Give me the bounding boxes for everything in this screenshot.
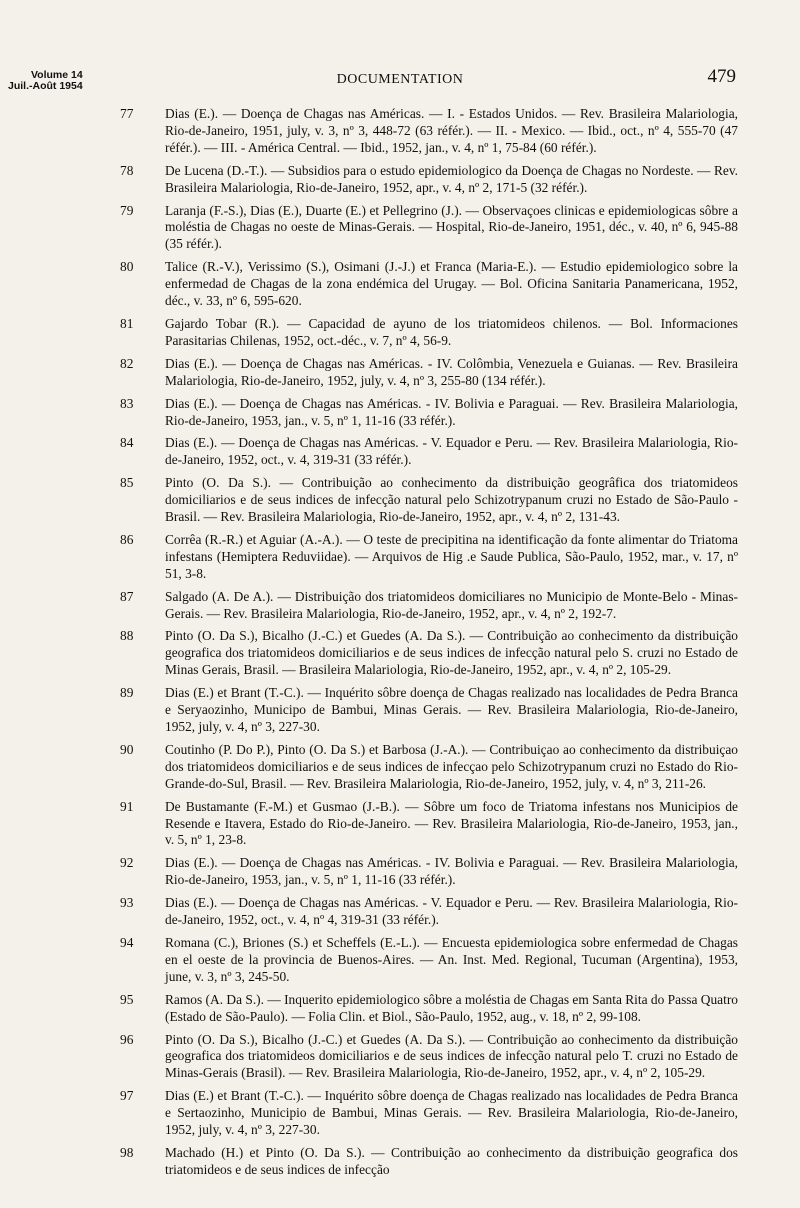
reference-text: Machado (H.) et Pinto (O. Da S.). — Contribuição ao conhecimento da distribuição geografica dos triatomideos e de seus indices de infecção — [165, 1144, 738, 1177]
reference-number: 97 — [120, 1088, 134, 1104]
reference-item — [120, 356, 738, 390]
reference-number: 91 — [120, 798, 134, 814]
reference-number: 92 — [120, 855, 134, 871]
reference-item — [120, 475, 738, 526]
reference-text: Pinto (O. Da S.), Bicalho (J.-C.) et Guedes (A. Da S.). — Contribuição ao conhecimento da distribuição geografica dos triatomideos domiciliarios e de seus indices de infecção natural pelo S. cruzi no Estado de Minas Gerais, Brasil. — Brasileira Malariologia, Rio-de-Janeiro, 1952, apr., v. 4, nº 2, 105-29. — [165, 628, 738, 678]
reference-number: 88 — [120, 628, 134, 644]
reference-item — [120, 259, 738, 310]
reference-item — [120, 163, 738, 197]
reference-list — [120, 106, 738, 1185]
reference-text: Talice (R.-V.), Verissimo (S.), Osimani (J.-J.) et Franca (Maria-E.). — Estudio epidemiologico sobre la enfermedad de Chagas de la zona endémica del Urugay. — Bol. Oficina Sanitaria Panamericana, 1952, déc., v. 33, nº 6, 595-620. — [165, 259, 738, 309]
reference-text: Coutinho (P. Do P.), Pinto (O. Da S.) et Barbosa (J.-A.). — Contribuiçao ao conhecimento da distribuiçao dos triatomideos domiciliarios e de seus indices de infecçao pelo Schizotrypanum cruzi no Estado do Rio-Grande-do-Sul, Brasil. — Rev. Brasileira Malariologia, Rio-de-Janeiro, 1952, july, v. 4, nº 3, 211-26. — [165, 741, 738, 791]
reference-number: 85 — [120, 475, 134, 491]
reference-item — [120, 855, 738, 889]
reference-text: Dias (E.) et Brant (T.-C.). — Inquérito sôbre doença de Chagas realizado nas localidades de Pedra Branca e Sertaozinho, Municipio de Bambui, Minas Gerais. — Rev. Brasileira Malariologia, Rio-de-Janeiro, 1952, july, v. 4, nº 3, 227-30. — [165, 1088, 738, 1138]
reference-text: Ramos (A. Da S.). — Inquerito epidemiologico sôbre a moléstia de Chagas em Santa Rita do Passa Quatro (Estado de São-Paulo). — Folia Clin. et Biol., São-Paulo, 1952, aug., v. 18, nº 2, 99-108. — [165, 991, 738, 1024]
reference-text: Pinto (O. Da S.), Bicalho (J.-C.) et Guedes (A. Da S.). — Contribuição ao conhecimento da distribuição geografica dos triatomideos domiciliarios e de seus indices de infecção natural pelo T. cruzi no Estado de Minas-Gerais (Brasil). — Rev. Brasileira Malariologia, Rio-de-Janeiro, 1952, apr., v. 4, nº 2, 105-29. — [165, 1031, 738, 1081]
reference-item — [120, 1145, 738, 1179]
reference-number: 80 — [120, 259, 134, 275]
reference-item — [120, 396, 738, 430]
reference-text: Dias (E.). — Doença de Chagas nas Américas. - IV. Colômbia, Venezuela e Guianas. — Rev. Brasileira Malariologia, Rio-de-Janeiro, 1952, july, v. 4, nº 3, 255-80 (134 référ.). — [165, 355, 738, 388]
reference-number: 86 — [120, 531, 134, 547]
reference-text: Gajardo Tobar (R.). — Capacidad de ayuno de los triatomideos chilenos. — Bol. Informaciones Parasitarias Chilenas, 1952, oct.-déc., v. 7, nº 4, 56-9. — [165, 315, 738, 348]
reference-number: 79 — [120, 202, 134, 218]
reference-item — [120, 316, 738, 350]
reference-text: Laranja (F.-S.), Dias (E.), Duarte (E.) et Pellegrino (J.). — Observaçoes clinicas e epidemiologicas sôbre a moléstia de Chagas no oeste de Minas-Gerais. — Hospital, Rio-de-Janeiro, 1951, déc., v. 40, nº 6, 945-88 (35 référ.). — [165, 202, 738, 252]
reference-text: Dias (E.). — Doença de Chagas nas Américas. - V. Equador e Peru. — Rev. Brasileira Malariologia, Rio-de-Janeiro, 1952, oct., v. 4, 319-31 (33 référ.). — [165, 435, 738, 468]
reference-text: Dias (E.). — Doença de Chagas nas Américas. — I. - Estados Unidos. — Rev. Brasileira Malariologia, Rio-de-Janeiro, 1951, july, v. 3, nº 3, 448-72 (63 référ.). — II. - Mexico. — Ibid., oct., nº 4, 555-70 (47 référ.). — III. - América Central. — Ibid., 1952, jan., v. 4, nº 1, 75-84 (60 référ.). — [165, 106, 738, 155]
reference-item — [120, 532, 738, 583]
reference-text: Corrêa (R.-R.) et Aguiar (A.-A.). — O teste de precipitina na identificação da fonte alimentar do Triatoma infestans (Hemiptera Reduviidae). — Arquivos de Hig .e Saude Publica, São-Paulo, 1952, mar., v. 17, nº 51, 3-8. — [165, 531, 738, 581]
reference-number: 77 — [120, 106, 134, 121]
reference-text: Dias (E.). — Doença de Chagas nas Américas. - IV. Bolivia e Paraguai. — Rev. Brasileira Malariologia, Rio-de-Janeiro, 1953, jan., v. 5, nº 1, 11-16 (33 référ.). — [165, 395, 738, 428]
reference-text: Dias (E.). — Doença de Chagas nas Américas. - IV. Bolivia e Paraguai. — Rev. Brasileira Malariologia, Rio-de-Janeiro, 1953, jan., v. 5, nº 1, 11-16 (33 référ.). — [165, 855, 738, 888]
reference-item — [120, 106, 738, 157]
reference-number: 78 — [120, 162, 134, 178]
reference-text: Dias (E.). — Doença de Chagas nas Américas. - V. Equador e Peru. — Rev. Brasileira Malariologia, Rio-de-Janeiro, 1952, oct., v. 4, nº 4, 319-31 (33 référ.). — [165, 895, 738, 928]
reference-item — [120, 628, 738, 679]
reference-item — [120, 435, 738, 469]
reference-number: 83 — [120, 395, 134, 411]
reference-number: 93 — [120, 895, 134, 911]
reference-item — [120, 895, 738, 929]
reference-item — [120, 1032, 738, 1083]
reference-item — [120, 589, 738, 623]
reference-text: De Bustamante (F.-M.) et Gusmao (J.-B.). — Sôbre um foco de Triatoma infestans nos Municipios de Resende e Itavera, Estado do Rio-de-Janeiro. — Rev. Brasileira Malariologia, Rio-de-Janeiro, 1953, jan., v. 5, nº 1, 23-8. — [165, 798, 738, 848]
reference-item — [120, 992, 738, 1026]
reference-text: De Lucena (D.-T.). — Subsidios para o estudo epidemiologico da Doença de Chagas no Nordeste. — Rev. Brasileira Malariologia, Rio-de-Janeiro, 1952, apr., v. 4, nº 2, 171-5 (32 référ.). — [165, 162, 738, 195]
reference-text: Pinto (O. Da S.). — Contribuição ao conhecimento da distribuição geogrâfica dos triatomideos domiciliarios e de seus indices de infecção natural pelo Schizotrypanum cruzi no Estado de São-Paulo - Brasil. — Rev. Brasileira Malariologia, Rio-de-Janeiro, 1952, apr., v. 4, nº 2, 131-43. — [165, 475, 738, 525]
reference-number: 87 — [120, 588, 134, 604]
reference-number: 90 — [120, 741, 134, 757]
reference-number: 94 — [120, 934, 134, 950]
volume-label: Volume 14 — [30, 69, 83, 81]
reference-number: 84 — [120, 435, 134, 451]
section-title: DOCUMENTATION — [336, 72, 464, 87]
reference-number: 89 — [120, 685, 134, 701]
page-number: 479 — [707, 66, 736, 87]
reference-text: Salgado (A. De A.). — Distribuição dos triatomideos domiciliares no Municipio de Monte-Belo - Minas-Gerais. — Rev. Brasileira Malariologia, Rio-de-Janeiro, 1952, apr., v. 4, nº 2, 192-7. — [165, 588, 738, 621]
reference-number: 82 — [120, 355, 134, 371]
reference-item — [120, 799, 738, 850]
reference-number: 96 — [120, 1031, 134, 1047]
reference-item — [120, 1088, 738, 1139]
reference-item — [120, 203, 738, 254]
reference-item — [120, 685, 738, 736]
reference-text: Dias (E.) et Brant (T.-C.). — Inquérito sôbre doença de Chagas realizado nas localidades de Pedra Branca e Seryaozinho, Municipo de Bambui, Minas Gerais. — Rev. Brasileira Malariologia, Rio-de-Janeiro, 1952, july, v. 4, nº 3, 227-30. — [165, 685, 738, 734]
reference-text: Romana (C.), Briones (S.) et Scheffels (E.-L.). — Encuesta epidemiologica sobre enfermedad de Chagas en el oeste de la provincia de Buenos-Aires. — An. Inst. Med. Regional, Tucuman (Argentina), 1953, june, v. 3, nº 3, 245-50. — [165, 934, 738, 984]
reference-number: 81 — [120, 315, 134, 331]
issue-date: Juil.-Août 1954 — [8, 80, 83, 92]
reference-item — [120, 742, 738, 793]
reference-item — [120, 935, 738, 986]
reference-number: 95 — [120, 991, 134, 1007]
reference-number: 98 — [120, 1144, 134, 1160]
